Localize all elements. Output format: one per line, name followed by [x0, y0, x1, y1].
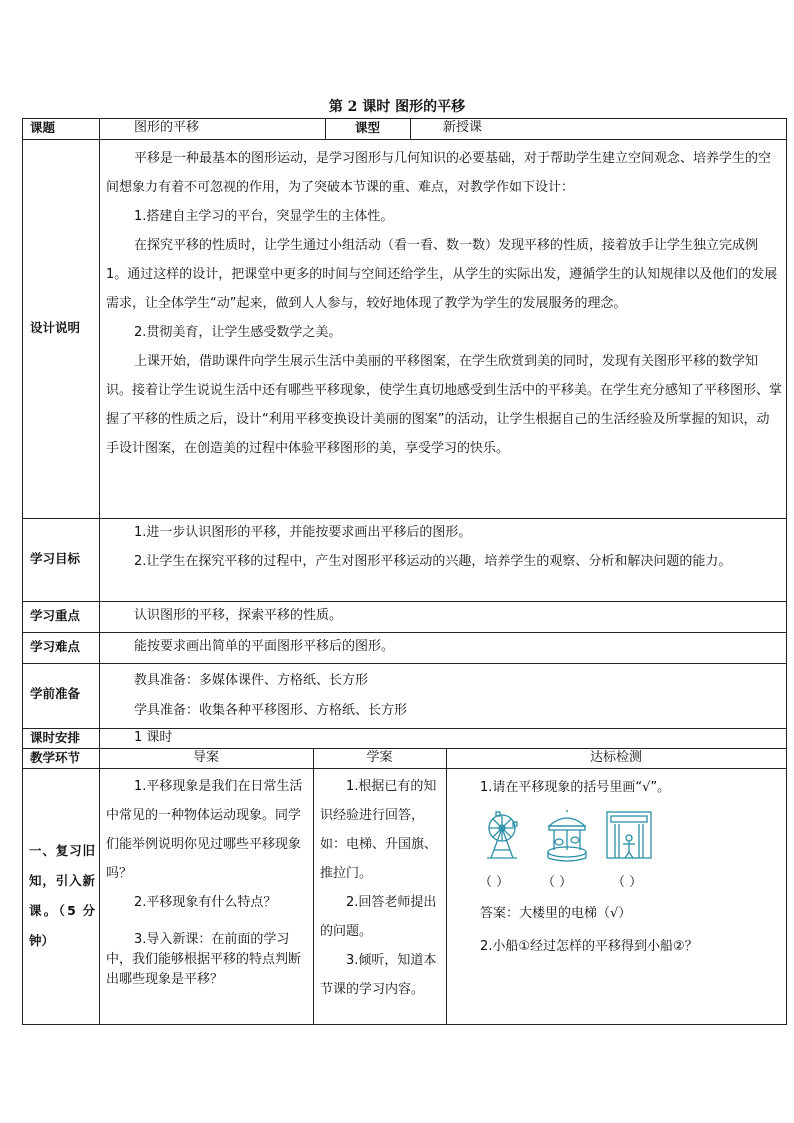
check-question-1: 1.请在平移现象的括号里画“√”。	[480, 780, 671, 795]
bracket-2: （ ）	[542, 875, 573, 890]
col-study-header: 学案	[366, 750, 393, 765]
col-guide-header: 导案	[192, 750, 219, 765]
ferris-wheel-icon	[481, 810, 523, 862]
goal-item: 2.让学生在探究平移的过程中，产生对图形平移运动的兴趣，培养学生的观察、分析和解决问题的能力。	[134, 554, 732, 569]
col-stage-header: 教学环节	[30, 750, 81, 765]
guide-item	[106, 772, 312, 917]
schedule-label: 课时安排	[30, 730, 81, 745]
design-paragraph: 上课开始，借助课件向学生展示生活中美丽的平移图案，在学生欣赏到美的同时，发现有关图形平移的数学知识。接着让学生说说生活中还有哪些平移现象，使学生真切地感受到生活中的平移美。在学生充分感知了平移图形、掌握了平移的性质之后，设计“利用平移变换设计美丽的图案”的活动，让学生根据自己的生活经验及所掌握的知识，动手设计图案，在创造美的过程中体验平移图形的美，享受学习的快乐。	[106, 354, 783, 456]
bracket-3: （ ）	[612, 875, 643, 890]
guide-item-text: 1.平移现象是我们在日常生活中常见的一种物体运动现象。同学们能举例说明你见过哪些平移现象吗？	[106, 779, 303, 881]
guide-item	[106, 930, 312, 990]
answer-text: 答案：大楼里的电梯（√）	[480, 906, 632, 921]
study-item: 3.倾听，知道本节课的学习内容。	[320, 953, 437, 997]
study-item: 2.回答老师提出的问题。	[320, 895, 437, 939]
col-check-header: 达标检测	[589, 750, 642, 765]
prep-student: 学具准备：收集各种平移图形、方格纸、长方形	[134, 703, 408, 718]
difficulty-text: 能按要求画出简单的平面图形平移后的图形。	[134, 639, 395, 654]
type-value: 新授课	[443, 120, 483, 135]
goals-text	[106, 518, 782, 576]
design-paragraph: 平移是一种最基本的图形运动，是学习图形与几何知识的必要基础，对于帮助学生建立空间观念、培养学生的空间想象力有着不可忽视的作用，为了突破本节课的重、难点，对教学作如下设计：	[106, 151, 772, 195]
design-label: 设计说明	[30, 320, 81, 335]
elevator-icon	[605, 810, 653, 862]
guide-item-text: 3.导入新课：在前面的学习中，我们能够根据平移的特点判断出哪些现象是平移？	[106, 932, 302, 987]
goals-label: 学习目标	[30, 551, 81, 566]
difficulty-label: 学习难点	[30, 639, 81, 654]
design-paragraph: 在探究平移的性质时，让学生通过小组活动（看一看、数一数）发现平移的性质，接着放手让学生独立完成例 1。通过这样的设计，把课堂中更多的时间与空间还给学生，从学生的实际出发，遵循学生的认知规律以及他们的发展需求，让全体学生“动”起来，做到人人参与，较好地体现了教学为学生的发展服务的理念。	[106, 238, 778, 311]
key-text: 认识图形的平移，探索平移的性质。	[134, 608, 343, 623]
prep-label: 学前准备	[30, 686, 81, 701]
study-item: 1.根据已有的知识经验进行回答，如：电梯、升国旗、推拉门。	[320, 779, 438, 881]
design-text	[106, 144, 782, 463]
schedule-text: 1 课时	[134, 730, 173, 745]
check-question-2: 2.小船①经过怎样的平移得到小船②？	[480, 939, 698, 954]
carousel-icon	[545, 810, 589, 862]
section1-label: 一、复习旧知，引入新课。（5 分钟）	[29, 843, 95, 948]
key-label: 学习重点	[30, 608, 81, 623]
prep-teacher: 教具准备：多媒体课件、方格纸、长方形	[134, 673, 369, 688]
guide-item-text: 2.平移现象有什么特点？	[134, 895, 277, 910]
bracket-1: （ ）	[479, 875, 510, 890]
design-paragraph: 1.搭建自主学习的平台，突显学生的主体性。	[134, 209, 394, 224]
goal-item: 1.进一步认识图形的平移，并能按要求画出平移后的图形。	[134, 525, 472, 540]
type-label: 课型	[355, 120, 381, 135]
topic-value: 图形的平移	[134, 120, 200, 135]
study-column	[320, 772, 444, 1004]
design-paragraph: 2.贯彻美育，让学生感受数学之美。	[134, 325, 342, 340]
topic-label: 课题	[30, 120, 56, 135]
page-title: 第 2 课时 图形的平移	[328, 99, 466, 115]
